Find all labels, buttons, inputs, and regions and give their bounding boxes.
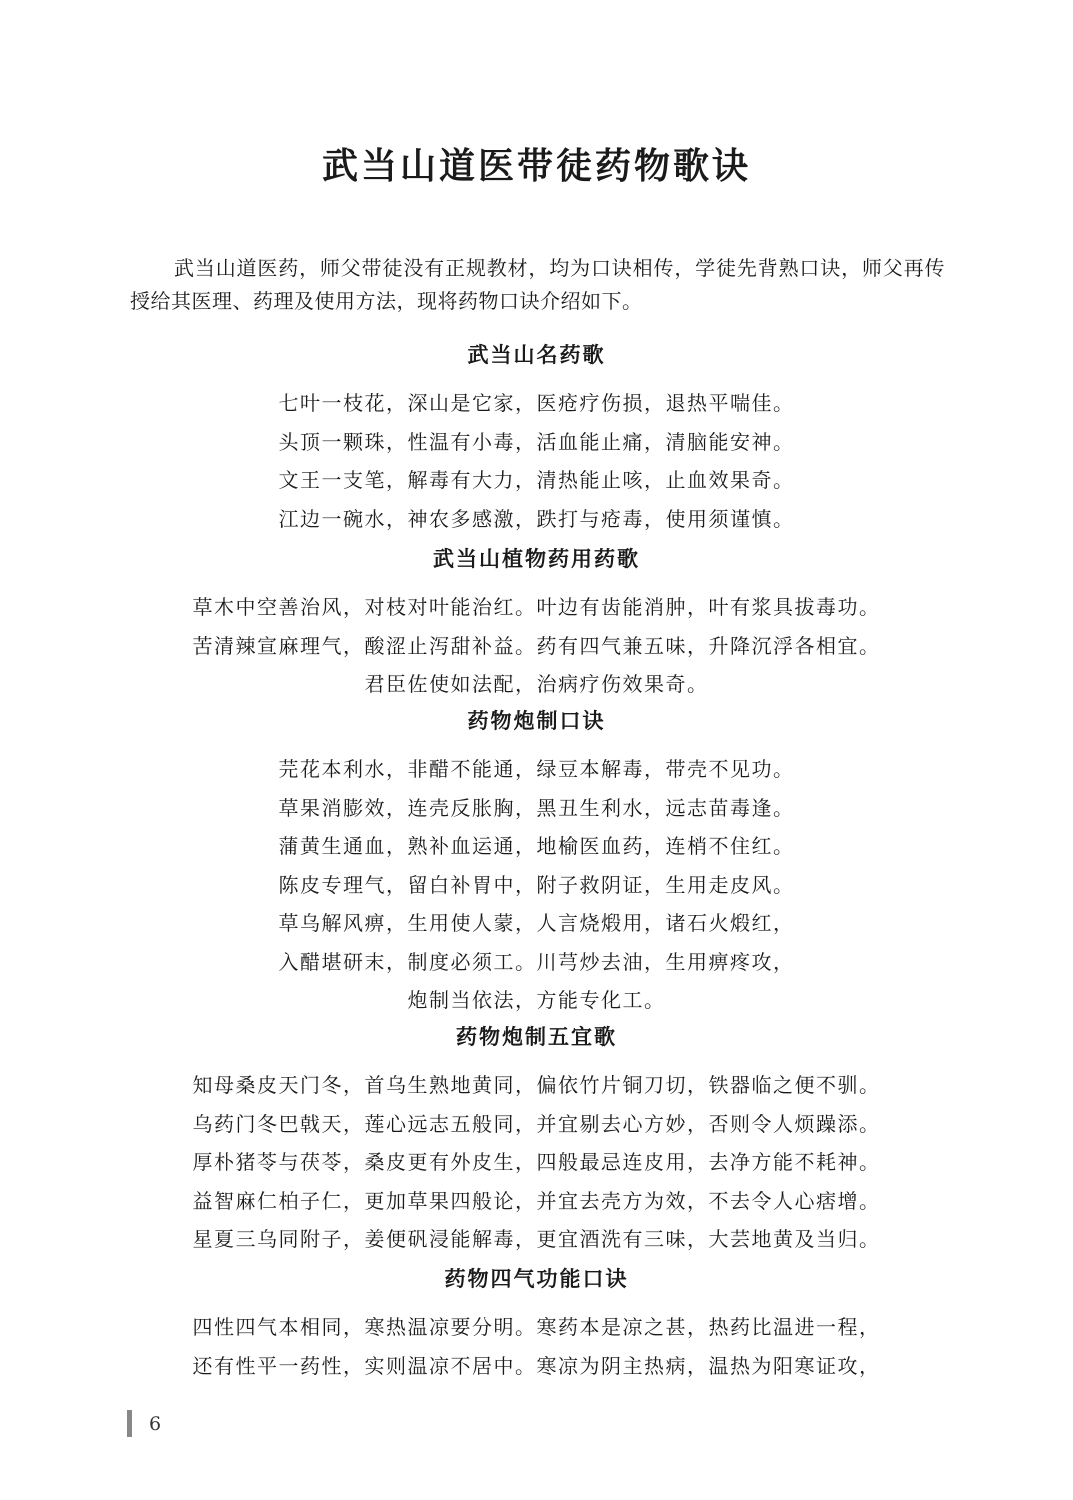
verse-line: 君臣佐使如法配，治病疗伤效果奇。 — [364, 672, 709, 696]
page-number: 6 — [149, 1413, 162, 1435]
verse-line: 陈皮专理气，留白补胃中，附子救阴证，生用走皮风。 — [278, 872, 795, 897]
verse-line: 厚朴猪苓与茯苓，桑皮更有外皮生，四般最忌连皮用，去净方能不耗神。 — [192, 1150, 881, 1174]
verse-line: 七叶一枝花，深山是它家，医疮疗伤损，退热平喘佳。 — [278, 391, 795, 415]
verse-line: 文王一支笔，解毒有大力，清热能止咳，止血效果奇。 — [278, 468, 795, 492]
section-heading: 药物炮制口诀 — [467, 709, 606, 733]
verse-line: 知母桑皮天门冬，首乌生熟地黄同，偏依竹片铜刀切，铁器临之便不驯。 — [192, 1073, 881, 1097]
verse-line: 星夏三乌同附子，姜便矾浸能解毒，更宜酒洗有三味，大芸地黄及当归。 — [192, 1227, 881, 1251]
page-title: 武当山道医带徒药物歌诀 — [321, 146, 751, 187]
verse-line: 炮制当依法，方能专化工。 — [407, 988, 666, 1012]
verse-line: 头顶一颗珠，性温有小毒，活血能止痛，清脑能安神。 — [278, 429, 795, 454]
verse-line: 四性四气本相同，寒热温凉要分明。寒药本是凉之甚，热药比温进一程， — [192, 1315, 881, 1339]
section-five-rules — [0, 1022, 1073, 1259]
section-heading: 药物炮制五宜歌 — [456, 1025, 617, 1049]
section-heading: 武当山植物药用药歌 — [433, 547, 640, 571]
verse-line: 江边一碗水，神农多感激，跌打与疮毒，使用须谨慎。 — [278, 506, 795, 531]
section-heading: 武当山名药歌 — [467, 343, 606, 367]
verse-line: 益智麻仁柏子仁，更加草果四般论，并宜去壳方为效，不去令人心痞增。 — [192, 1188, 881, 1213]
verse-line: 入醋堪研末，制度必须工。川芎炒去油，生用痹疼攻， — [278, 949, 795, 974]
section-four-qi — [0, 1264, 1073, 1385]
section-famous-herbs — [0, 340, 1073, 538]
verse-line: 乌药门冬巴戟天，莲心远志五般同，并宜剔去心方妙，否则令人烦躁添。 — [192, 1111, 881, 1136]
verse-line: 蒲黄生通血，熟补血运通，地榆医血药，连梢不住红。 — [278, 834, 795, 858]
verse-line: 草木中空善治风，对枝对叶能治红。叶边有齿能消肿，叶有浆具拔毒功。 — [192, 595, 881, 619]
verse-line: 草果消膨效，连壳反胀胸，黑丑生利水，远志苗毒逢。 — [278, 795, 795, 820]
intro-paragraph: 武当山道医药，师父带徒没有正规教材，均为口诀相传，学徒先背熟口诀，师父再传授给其医理、药理及使用方法，现将药物口诀介绍如下。 — [130, 256, 945, 313]
verse-line: 还有性平一药性，实则温凉不居中。寒凉为阴主热病，温热为阳寒证攻， — [192, 1353, 881, 1378]
verse-line: 草乌解风痹，生用使人蒙，人言烧煅用，诸石火煅红， — [278, 911, 795, 935]
section-processing — [0, 706, 1073, 1020]
verse-line: 芫花本利水，非醋不能通，绿豆本解毒，带壳不见功。 — [278, 757, 795, 781]
section-plant-medicine — [0, 544, 1073, 704]
section-heading: 药物四气功能口诀 — [444, 1267, 629, 1291]
verse-line: 苦清辣宣麻理气，酸涩止泻甜补益。药有四气兼五味，升降沉浮各相宜。 — [192, 633, 881, 658]
page-number-bar — [127, 1410, 132, 1437]
